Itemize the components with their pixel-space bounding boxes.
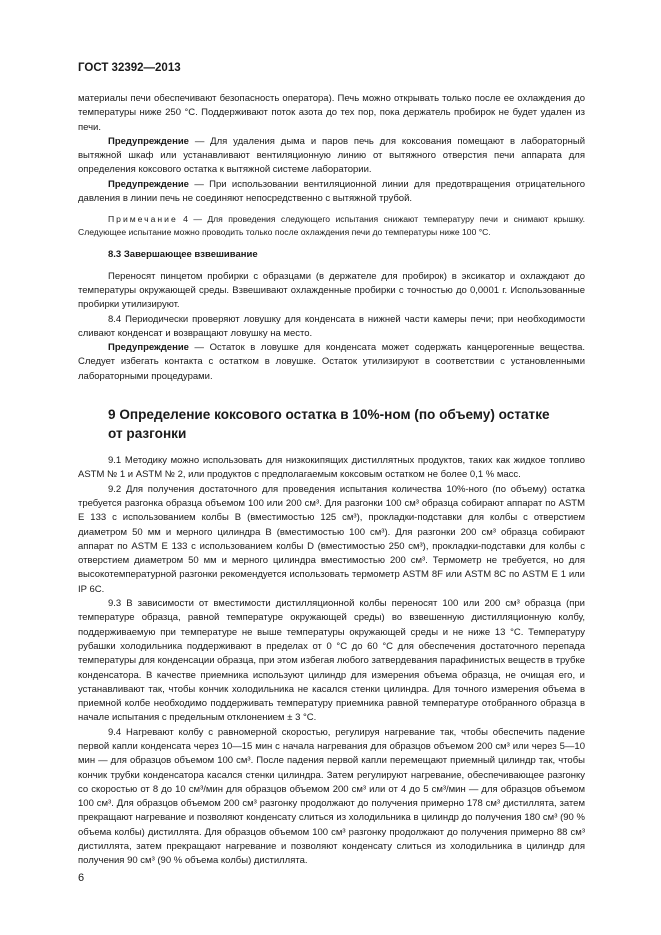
paragraph-8-3: Переносят пинцетом пробирки с образцами (в держателе для пробирок) в эксикатор и охлаждают до температуры окружающей среды. Взвешивают охлажденные пробирки с точностью до 0,0001 г. Использованные пробирки утилизируют.	[78, 270, 585, 311]
document-body	[78, 92, 585, 869]
section-9-heading-line1: 9 Определение коксового остатка в 10%-ном (по объему) остатке	[108, 407, 550, 423]
warning-text: — Остаток в ловушке для конденсата может содержать канцерогенные вещества. Следует избегать контакта с остатком в ловушке. Остаток утилизируют в соответствии с установленными лабораторными процедурами.	[78, 342, 585, 382]
note-text: 4 — Для проведения следующего испытания снижают температуру печи и снимают крышку. Следующее испытание можно проводить только после охлаждения печи до температуры ниже 100 °С.	[78, 214, 585, 238]
warning-fume-hood	[78, 135, 585, 178]
warning-text: — Для удаления дыма и паров печь для коксования помещают в лабораторный вытяжной шкаф или устанавливают вентиляционную линию от вытяжного отверстия печи аппарата для определения коксового остатка к вытяжной системе лаборатории.	[78, 135, 585, 176]
paragraph-9-3: 9.3 В зависимости от вместимости дистилляционной колбы переносят 100 или 200 см³ образца (при температуре образца, равной температуре окружающей среды) во взвешенную дистилляционную колбу, поддерживаемую при температуре не выше температуры окружающей среды и не ниже 13 °С. Температуру рубашки холодильника поддерживают в пределах от 0 °С до 60 °С для обеспечения достаточного перепада температуры для конденсации образца, при этом избегая любого затвердевания парафинистых веществ в трубке конденсатора. В качестве приемника используют цилиндр для измерения объема образца, не очищая его, и устанавливают так, чтобы кончик холодильника не касался стенки цилиндра. Для точного измерения объема в приемной колбе необходимо поддерживать температуру приемника равной температуре отобранного образца в начале испытания с предельным отклонением ± 3 °С.	[78, 598, 585, 724]
warning-label: Предупреждение	[108, 342, 189, 354]
section-9-heading	[78, 405, 585, 443]
paragraph-9-4: 9.4 Нагревают колбу с равномерной скоростью, регулируя нагревание так, чтобы обеспечить падение первой капли конденсата через 10—15 мин с начала нагревания для образцов объемом 200 см³ или через 5—10 мин — для образцов объемом 100 см³. После падения первой капли перемещают приемный цилиндр так, чтобы кончик трубки конденсатора касался стенки цилиндра. Затем регулируют нагревание, обеспечивающее разгонку со скоростью от 8 до 10 см³/мин для образцов объемом 200 см³ или от 4 до 5 см³/мин — для образцов объемом 100 см³. Для образцов объемом 200 см³ разгонку продолжают до получения примерно 178 см³ дистиллята, затем прекращают нагревание и позволяют конденсату слиться из холодильника в цилиндр до получения 180 см³ (90 % объема колбы) дистиллята. Для образцов объемом 100 см³ разгонку продолжают до получения примерно 88 см³ дистиллята, затем прекращают нагревание и позволяют конденсату слиться из холодильника в цилиндр для получения 90 см³ (90 % объема колбы) дистиллята.	[78, 726, 585, 867]
warning-vent-line	[78, 178, 585, 207]
page-header: ГОСТ 32392—2013	[78, 62, 181, 74]
section-9-heading-line2: от разгонки	[108, 426, 187, 442]
warning-label: Предупреждение	[108, 178, 189, 190]
note-label: Примечание	[108, 214, 178, 225]
paragraph-9-2: 9.2 Для получения достаточного для проведения испытания количества 10%-ного (по объему) остатка требуется разгонка образца объемом 100 или 200 см³. Для разгонки 100 см³ образца собирают аппарат по ASTM Е 133 с использованием колбы В (вместимостью 125 см³), прокладки-подставки для колбы с отверстием диаметром 50 мм и мерного цилиндра В (вместимостью 100 см³). Для разгонки 200 см³ образца собирают аппарат по ASTM Е 133 с использованием колбы D (вместимостью 250 см³), прокладки-подставки для колбы с отверстием диаметром 50 мм и мерного цилиндра вместимостью 200 см³. Термометр не требуется, но для высокотемпературной разгонки рекомендуется использовать термометр ASTM 8F или ASTM 8С по ASTM Е 1 или IP 6С.	[78, 483, 585, 595]
paragraph-9-1: 9.1 Методику можно использовать для низкокипящих дистиллятных продуктов, таких как жидкое топливо ASTM № 1 и ASTM № 2, или продуктов с предполагаемым коксовым остатком не более 0,1 % масс.	[78, 455, 585, 481]
paragraph-8-4: 8.4 Периодически проверяют ловушку для конденсата в нижней части камеры печи; при необходимости сливают конденсат и возвращают ловушку на место.	[78, 313, 585, 339]
warning-text: — При использовании вентиляционной линии для предотвращения отрицательного давления в линии печь не соединяют непосредственно с вытяжной трубой.	[78, 178, 585, 205]
note-4	[78, 213, 585, 239]
paragraph-continuation: материалы печи обеспечивают безопасность оператора). Печь можно открывать только после ее охлаждения до температуры ниже 250 °С. Поддерживают поток азота до тех пор, пока держатель пробирок не будет удален из печи.	[78, 93, 585, 133]
warning-label: Предупреждение	[108, 135, 189, 147]
warning-carcinogenic	[78, 341, 585, 384]
page-number: 6	[78, 872, 85, 884]
section-8-3-heading: 8.3 Завершающее взвешивание	[108, 249, 258, 261]
